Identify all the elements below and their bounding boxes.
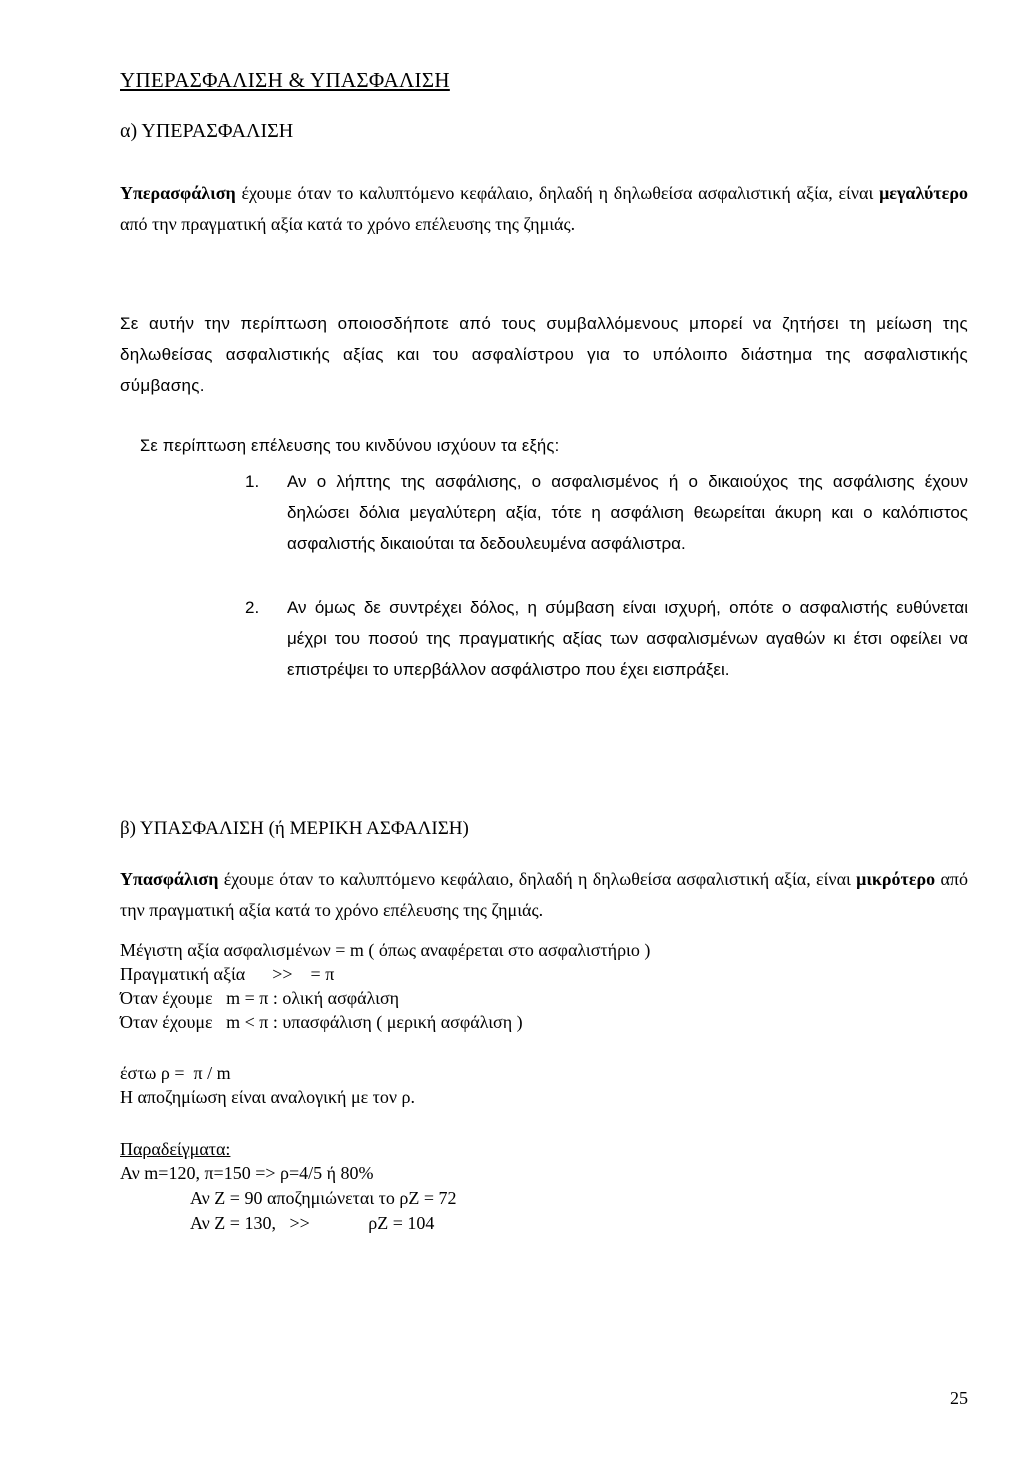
list-item-number: 2. [245,598,260,617]
paragraph-text: έχουμε όταν το καλυπτόμενο κεφάλαιο, δηλαδή η δηλωθείσα ασφαλιστική αξία, είναι [235,183,880,203]
example-line: Αν Ζ = 90 αποζημιώνεται το ρΖ = 72 [190,1188,457,1208]
bold-term: μικρότερο [856,869,936,889]
examples-label: Παραδείγματα: [120,1139,231,1159]
section-a-paragraph-3: Σε περίπτωση επέλευσης του κινδύνου ισχύουν τα εξής: [140,437,560,455]
definition-line: Μέγιστη αξία ασφαλισμένων = m ( όπως αναφέρεται στο ασφαλιστήριο ) [120,940,651,960]
bold-term: Υπασφάλιση [120,869,219,889]
list-item [245,466,968,559]
section-b-heading: β) ΥΠΑΣΦΑΛΙΣΗ (ή ΜΕΡΙΚΗ ΑΣΦΑΛΙΣΗ) [120,818,469,839]
formula-line: έστω ρ = π / m [120,1063,231,1083]
section-a-paragraph-2: Σε αυτήν την περίπτωση οποιοσδήποτε από τους συμβαλλόμενους μπορεί να ζητήσει τη μείωση της δηλωθείσας ασφαλιστικής αξίας και του ασφαλίστρου για το υπόλοιπο διάστημα της ασφαλιστικής σύμβασης. [120,314,968,395]
formula-line: Η αποζημίωση είναι αναλογική με τον ρ. [120,1087,416,1107]
section-a-paragraph-1 [120,178,968,240]
list-item [245,592,968,685]
list-item-text: Αν όμως δε συντρέχει δόλος, η σύμβαση είναι ισχυρή, οπότε ο ασφαλιστής ευθύνεται μέχρι του ποσού της πραγματικής αξίας των ασφαλισμένων αγαθών κι έτσι οφείλει να επιστρέψει το υπερβάλλον ασφάλιστρο που έχει εισπράξει. [287,598,968,679]
bold-term: Υπερασφάλιση [120,183,236,203]
example-line: Αν m=120, π=150 => ρ=4/5 ή 80% [120,1163,374,1183]
paragraph-text: από την πραγματική αξία κατά το χρόνο επέλευσης της ζημιάς. [120,869,968,920]
section-b-paragraph-1 [120,864,968,926]
paragraph-text: έχουμε όταν το καλυπτόμενο κεφάλαιο, δηλαδή η δηλωθείσα ασφαλιστική αξία, είναι [218,869,857,889]
list-item-text: Αν ο λήπτης της ασφάλισης, ο ασφαλισμένος ή ο δικαιούχος της ασφάλισης έχουν δηλώσει δόλια μεγαλύτερη αξία, τότε η ασφάλιση θεωρείται άκυρη και ο καλόπιστος ασφαλιστής δικαιούται τα δεδουλευμένα ασφάλιστρα. [287,472,968,553]
page-number: 25 [950,1388,968,1408]
example-line: Αν Ζ = 130, >> ρΖ = 104 [190,1213,435,1233]
page-title: ΥΠΕΡΑΣΦΑΛΙΣΗ & ΥΠΑΣΦΑΛΙΣΗ [120,68,450,92]
definition-line: Πραγματική αξία >> = π [120,964,335,984]
bold-term: μεγαλύτερο [879,183,968,203]
list-item-number: 1. [245,472,260,491]
paragraph-text: από την πραγματική αξία κατά το χρόνο επέλευσης της ζημιάς. [120,214,576,234]
definition-line: Όταν έχουμε m < π : υπασφάλιση ( μερική ασφάλιση ) [120,1012,523,1032]
definition-line: Όταν έχουμε m = π : ολική ασφάλιση [120,988,400,1008]
section-a-heading: α) ΥΠΕΡΑΣΦΑΛΙΣΗ [120,120,294,142]
